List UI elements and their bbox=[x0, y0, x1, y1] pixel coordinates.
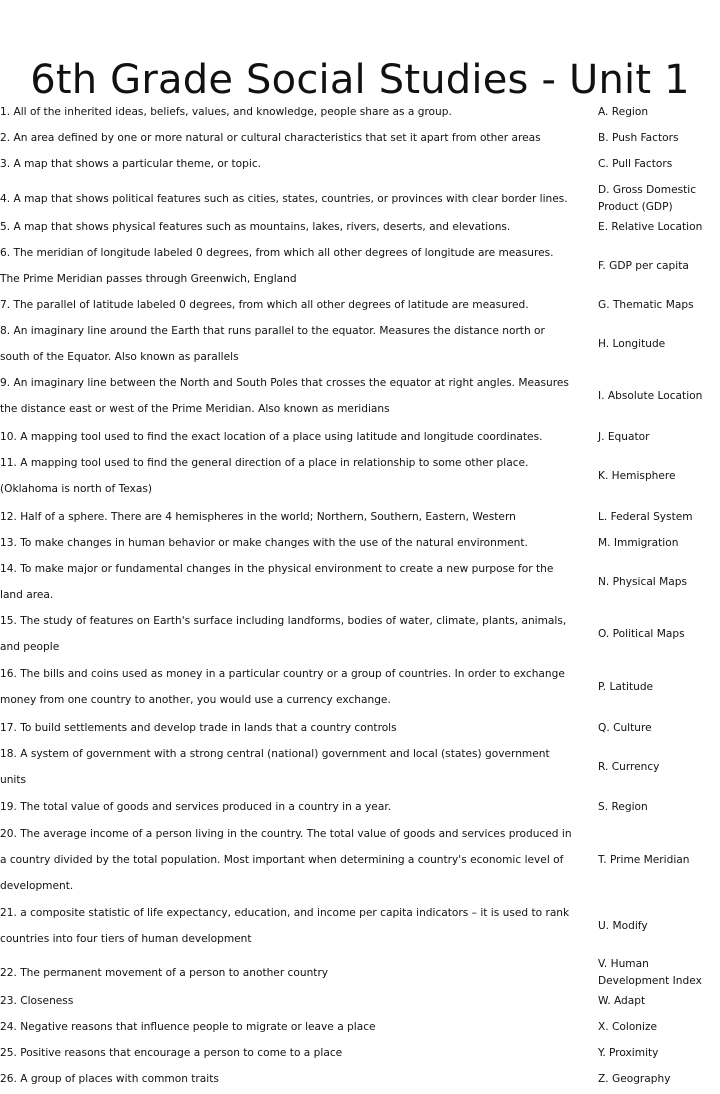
term-option: G. Thematic Maps bbox=[598, 298, 694, 311]
definition-text: 6. The meridian of longitude labeled 0 degrees, from which all other degrees of longitude are measures. The Prime Meridian passes through Greenwich, England bbox=[0, 247, 554, 285]
definition-text: 7. The parallel of latitude labeled 0 degrees, from which all other degrees of latitude are measured. bbox=[0, 299, 529, 311]
definition-text: 26. A group of places with common traits bbox=[0, 1073, 219, 1085]
question-row bbox=[0, 424, 720, 450]
term-option: K. Hemisphere bbox=[598, 469, 676, 482]
term-option: T. Prime Meridian bbox=[598, 853, 690, 866]
term-option: M. Immigration bbox=[598, 536, 679, 549]
definition-text: 14. To make major or fundamental changes in the physical environment to create a new purpose for the land area. bbox=[0, 563, 554, 601]
term-option: P. Latitude bbox=[598, 680, 654, 693]
definition-text: 16. The bills and coins used as money in a particular country or a group of countries. In order to exchange money from one country to another, you would use a currency exchange. bbox=[0, 668, 565, 706]
definition-text: 9. An imaginary line between the North and South Poles that crosses the equator at right angles. Measures the distance east or west of the Prime Meridian. Also known as meridians bbox=[0, 377, 569, 415]
term-option: E. Relative Location bbox=[598, 220, 703, 233]
definition-text: 10. A mapping tool used to find the exact location of a place using latitude and longitude coordinates. bbox=[0, 431, 543, 443]
question-row bbox=[0, 1014, 720, 1040]
question-row bbox=[0, 504, 720, 530]
definition-text: 22. The permanent movement of a person to another country bbox=[0, 967, 329, 979]
term-option: D. Gross Domestic Product (GDP) bbox=[598, 184, 697, 213]
term-option: F. GDP per capita bbox=[598, 259, 689, 272]
definition-text: 4. A map that shows political features such as cities, states, countries, or provinces with clear border lines. bbox=[0, 193, 568, 205]
definition-text: 8. An imaginary line around the Earth that runs parallel to the equator. Measures the distance north or south of the Equator. Also known as parallels bbox=[0, 325, 545, 363]
definition-text: 15. The study of features on Earth's surface including landforms, bodies of water, climate, plants, animals, and people bbox=[0, 615, 567, 653]
term-option: L. Federal System bbox=[598, 510, 693, 523]
question-row bbox=[0, 900, 720, 952]
term-option: Z. Geography bbox=[598, 1072, 671, 1085]
question-row bbox=[0, 99, 720, 125]
definition-text: 1. All of the inherited ideas, beliefs, values, and knowledge, people share as a group. bbox=[0, 106, 452, 118]
definition-text: 23. Closeness bbox=[0, 995, 74, 1007]
term-option: R. Currency bbox=[598, 760, 660, 773]
definition-text: 5. A map that shows physical features such as mountains, lakes, rivers, deserts, and elevations. bbox=[0, 221, 511, 233]
question-row bbox=[0, 1066, 720, 1092]
question-row bbox=[0, 794, 720, 820]
question-row bbox=[0, 1040, 720, 1066]
question-row bbox=[0, 214, 720, 240]
definition-text: 19. The total value of goods and services produced in a country in a year. bbox=[0, 801, 392, 813]
question-row bbox=[0, 240, 720, 292]
definition-text: 24. Negative reasons that influence people to migrate or leave a place bbox=[0, 1021, 376, 1033]
term-option: B. Push Factors bbox=[598, 131, 679, 144]
term-option: U. Modify bbox=[598, 919, 648, 932]
term-option: I. Absolute Location bbox=[598, 389, 703, 402]
definition-text: 3. A map that shows a particular theme, or topic. bbox=[0, 158, 262, 170]
definition-text: 17. To build settlements and develop trade in lands that a country controls bbox=[0, 722, 397, 734]
term-option: N. Physical Maps bbox=[598, 575, 687, 588]
definition-text: 18. A system of government with a strong central (national) government and local (states) government units bbox=[0, 748, 550, 786]
question-row bbox=[0, 715, 720, 741]
question-row bbox=[0, 988, 720, 1014]
term-option: V. Human Development Index bbox=[598, 958, 702, 987]
definition-text: 20. The average income of a person living in the country. The total value of goods and services produced in a country divided by the total population. Most important when determining a country's economic level of development. bbox=[0, 828, 572, 892]
question-row bbox=[0, 556, 720, 608]
question-row bbox=[0, 661, 720, 713]
question-row bbox=[0, 370, 720, 422]
term-option: Y. Proximity bbox=[598, 1046, 659, 1059]
question-row bbox=[0, 953, 720, 993]
definition-text: 12. Half of a sphere. There are 4 hemispheres in the world; Northern, Southern, Eastern, Western bbox=[0, 511, 516, 523]
question-row bbox=[0, 820, 720, 900]
question-row bbox=[0, 741, 720, 793]
definition-text: 2. An area defined by one or more natural or cultural characteristics that set it apart from other areas bbox=[0, 132, 541, 144]
definition-text: 13. To make changes in human behavior or make changes with the use of the natural environment. bbox=[0, 537, 528, 549]
definition-text: 11. A mapping tool used to find the general direction of a place in relationship to some other place. (Oklahoma is north of Texas) bbox=[0, 457, 529, 495]
term-option: X. Colonize bbox=[598, 1020, 658, 1033]
page-title: 6th Grade Social Studies - Unit 1 bbox=[30, 56, 690, 103]
term-option: Q. Culture bbox=[598, 721, 652, 734]
question-row bbox=[0, 530, 720, 556]
question-row bbox=[0, 151, 720, 177]
definition-text: 25. Positive reasons that encourage a person to come to a place bbox=[0, 1047, 343, 1059]
question-row bbox=[0, 608, 720, 660]
term-option: J. Equator bbox=[598, 430, 650, 443]
term-option: O. Political Maps bbox=[598, 627, 685, 640]
question-row bbox=[0, 125, 720, 151]
term-option: S. Region bbox=[598, 800, 648, 813]
term-option: C. Pull Factors bbox=[598, 157, 673, 170]
term-option: A. Region bbox=[598, 105, 649, 118]
question-row bbox=[0, 292, 720, 318]
question-row bbox=[0, 318, 720, 370]
term-option: W. Adapt bbox=[598, 994, 646, 1007]
question-row bbox=[0, 450, 720, 502]
term-option: H. Longitude bbox=[598, 337, 666, 350]
definition-text: 21. a composite statistic of life expectancy, education, and income per capita indicators – it is used to rank countries into four tiers of human development bbox=[0, 907, 570, 945]
